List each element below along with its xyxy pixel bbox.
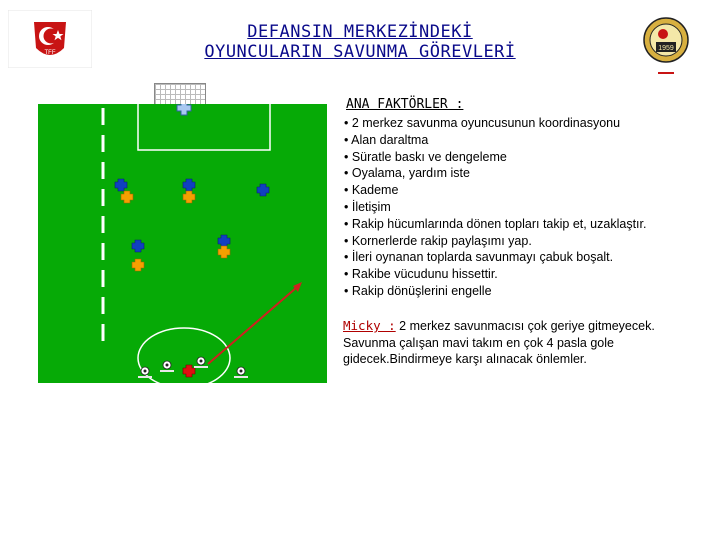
goalkeeper-icon [175,104,193,117]
list-item: • Süratle baskı ve dengeleme [344,149,507,164]
football-icon [194,356,208,368]
coach-note [343,318,688,368]
pitch-diagram [38,104,327,383]
football-icon [160,360,174,372]
list-item: • Alan daraltma [344,132,429,147]
svg-text:TFF: TFF [44,50,56,56]
title-line-1: DEFANSIN MERKEZİNDEKİ [247,22,473,42]
factors-heading: ANA FAKTÖRLER : [346,97,464,112]
list-item: • İleri oynanan toplarda savunmayı çabuk boşalt. [344,250,614,265]
orange-player-icon [217,245,231,259]
list-item: • Kademe [344,183,399,198]
list-item: • Rakibe vücudunu hissettir. [344,267,498,282]
factors-list [344,115,646,300]
football-icon [138,366,152,378]
list-item: • Kornerlerde rakip paylaşımı yap. [344,233,532,248]
association-emblem [642,12,690,78]
blue-player-icon [256,183,270,197]
page-title [150,22,570,62]
list-item: • Oyalama, yardım iste [344,166,470,181]
list-item: • İletişim [344,199,391,214]
pitch-drawing [38,104,327,383]
list-item: • 2 merkez savunma oyuncusunun koordinasyonu [344,116,621,130]
note-text: 2 merkez savunmacısı çok geriye gitmeyecek. Savunma çalışan mavi takım en çok 4 pasla gole gidecek.Bindirmeye karşı alınacak önlemler. [343,319,655,366]
pass-arrow [208,288,296,364]
tff-logo [8,10,92,68]
football-icon [234,366,248,378]
list-item: • Rakip hücumlarında dönen topları takip et, uzaklaştır. [344,216,647,231]
list-item: • Rakip dönüşlerini engelle [344,283,492,298]
title-line-2: OYUNCULARIN SAVUNMA GÖREVLERİ [204,42,516,62]
note-label: Micky : [343,318,396,333]
orange-player-icon [131,258,145,272]
orange-player-icon [120,190,134,204]
goal-net [154,83,206,105]
goal-area-line [138,104,270,150]
svg-text:1959: 1959 [658,45,674,52]
orange-player-icon [182,190,196,204]
blue-player-icon [131,239,145,253]
